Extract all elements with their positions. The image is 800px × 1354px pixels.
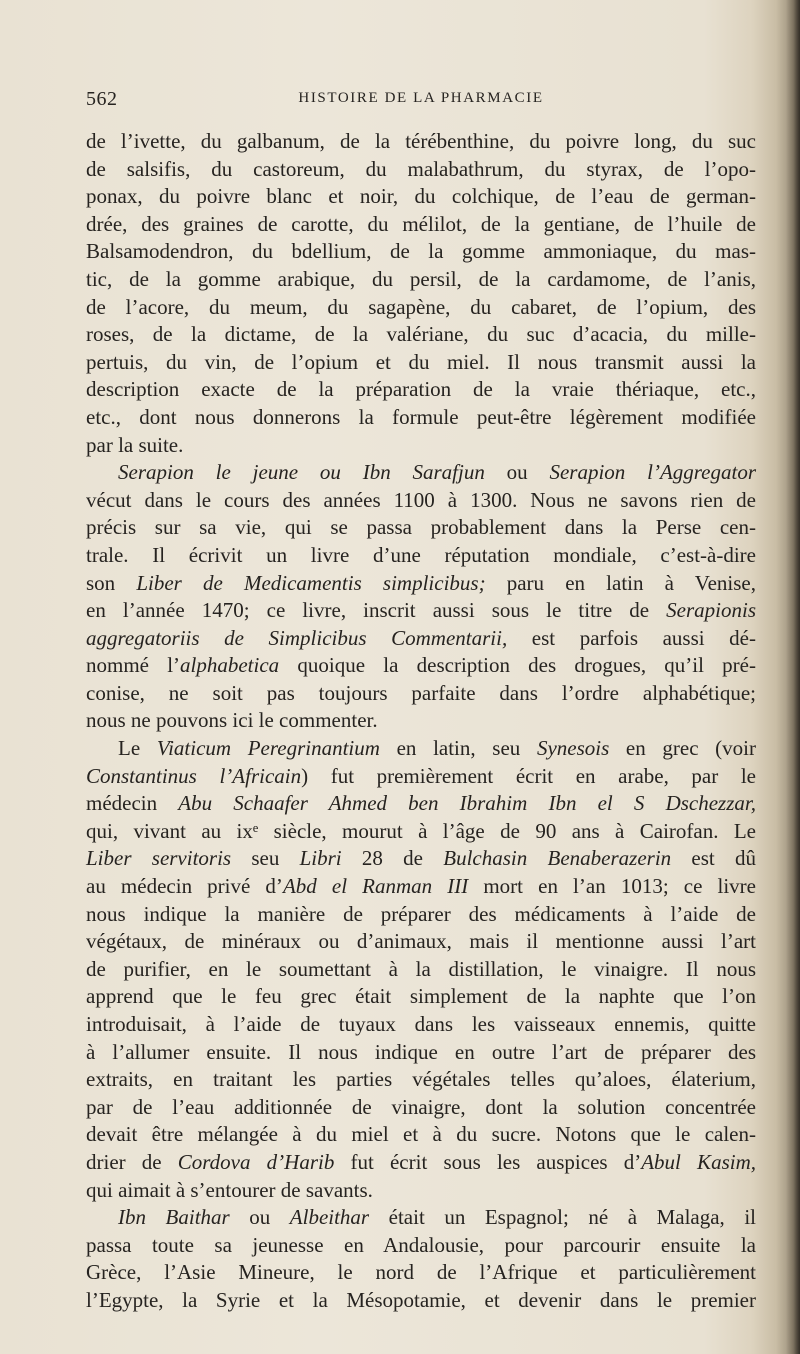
text-line: de l’ivette, du galbanum, de la térébenthine, du poivre long, du suc (86, 129, 756, 153)
italic-text: Abul Kasim, (641, 1149, 756, 1174)
text-line: par la suite. (86, 432, 184, 457)
text-line: au médecin privé d’Abd el Ranman III mort en l’an 1013; ce livre (86, 874, 756, 899)
text-line: Balsamodendron, du bdellium, de la gomme ammoniaque, du mas- (86, 239, 756, 264)
text-line: trale. Il écrivit un livre d’une réputation mondiale, c’est-à-dire (86, 542, 756, 567)
text-line: extraits, en traitant les parties végétales telles qu’aloes, élaterium, (86, 1067, 756, 1092)
italic-text: Synesois (536, 736, 610, 761)
page-number: 562 (86, 88, 118, 110)
text-line: qui aimait à s’entourer de savants. (86, 1177, 373, 1202)
italic-text: Liber de Medicamentis simplicibus; (136, 570, 486, 595)
text-line: devait être mélangée à du miel et à du sucre. Notons que le calen- (86, 1122, 756, 1147)
page-binding-shadow (786, 0, 800, 1354)
text-line: nous ne pouvons ici le commenter. (86, 708, 378, 733)
text-line: Grèce, l’Asie Mineure, le nord de l’Afrique et particulièrement (86, 1260, 756, 1285)
italic-text: Bulchasin Benaberazerin (443, 846, 672, 871)
italic-text: Libri (299, 846, 342, 871)
text-line: végétaux, de minéraux ou d’animaux, mais il mentionne aussi l’art (86, 929, 756, 954)
text-line: nommé l’alphabetica quoique la description des drogues, qu’il pré- (86, 653, 756, 678)
running-head (86, 88, 756, 114)
italic-text: Constantinus l’Africain (86, 763, 302, 788)
italic-text: Viaticum Peregrinantium (156, 736, 380, 761)
italic-text: Serapion l’Aggregator (549, 460, 756, 485)
text-line: Ibn Baithar ou Albeithar était un Espagnol; né à Malaga, il (118, 1205, 757, 1230)
text-line: en l’année 1470; ce livre, inscrit aussi sous le titre de Serapionis (86, 598, 756, 623)
text-line: pertuis, du vin, de l’opium et du miel. Il nous transmit aussi la (86, 349, 756, 374)
text-line: son Liber de Medicamentis simplicibus; paru en latin à Venise, (86, 570, 756, 595)
running-title: HISTOIRE DE LA PHARMACIE (298, 90, 544, 106)
italic-text: Liber servitoris (86, 846, 232, 871)
italic-text: Abu Schaafer Ahmed ben Ibrahim Ibn el S Dschezzar, (178, 791, 756, 816)
text-line: Serapion le jeune ou Ibn Sarafjun ou Serapion l’Aggregator (118, 460, 756, 485)
text-line: Le Viaticum Peregrinantium en latin, seu Synesois en grec (voir (118, 736, 757, 761)
text-line: etc., dont nous donnerons la formule peut-être légèrement modifiée (86, 404, 756, 429)
text-line: drée, des graines de carotte, du mélilot, de la gentiane, de l’huile de (86, 211, 756, 236)
text-line: description exacte de la préparation de la vraie thériaque, etc., (86, 377, 756, 402)
text-line: aggregatoriis de Simplicibus Commentarii, est parfois aussi dé- (86, 625, 756, 650)
text-line: apprend que le feu grec était simplement de la naphte que l’on (86, 984, 756, 1009)
text-line: tic, de la gomme arabique, du persil, de la cardamome, de l’anis, (86, 266, 756, 291)
text-line: passa toute sa jeunesse en Andalousie, pour parcourir ensuite la (86, 1232, 756, 1257)
text-line: ponax, du poivre blanc et noir, du colchique, de l’eau de german- (86, 184, 756, 209)
text-line: de l’acore, du meum, du sagapène, du cabaret, de l’opium, des (86, 294, 756, 319)
italic-text: Serapionis (666, 598, 756, 623)
italic-text: Abd el Ranman III (282, 874, 469, 899)
text-line: Liber servitoris seu Libri 28 de Bulchasin Benaberazerin est dû (86, 846, 757, 871)
text-line: l’Egypte, la Syrie et la Mésopotamie, et devenir dans le premier (86, 1287, 756, 1312)
italic-text: aggregatoriis de Simplicibus Commentarii, (86, 625, 508, 650)
italic-text: Serapion le jeune ou Ibn Sarafjun (118, 460, 485, 485)
text-line: médecin Abu Schaafer Ahmed ben Ibrahim Ibn el S Dschezzar, (86, 791, 756, 816)
text-line: vécut dans le cours des années 1100 à 1300. Nous ne savons rien de (86, 487, 756, 512)
text-line: qui, vivant au ixᵉ siècle, mourut à l’âge de 90 ans à Cairofan. Le (86, 818, 756, 843)
text-line: précis sur sa vie, qui se passa probablement dans la Perse cen- (86, 515, 756, 540)
text-line: par de l’eau additionnée de vinaigre, dont la solution concentrée (86, 1094, 756, 1119)
body-text (86, 128, 756, 1315)
text-line: conise, ne soit pas toujours parfaite dans l’ordre alphabétique; (86, 680, 756, 705)
text-line: Constantinus l’Africain) fut premièrement écrit en arabe, par le (86, 763, 756, 788)
italic-text: Cordova d’Harib (177, 1149, 335, 1174)
text-line: à l’allumer ensuite. Il nous indique en outre l’art de préparer des (86, 1039, 756, 1064)
text-line: roses, de la dictame, de la valériane, du suc d’acacia, du mille- (86, 322, 756, 347)
italic-text: alphabetica (180, 653, 280, 678)
text-line: nous indique la manière de préparer des médicaments à l’aide de (86, 901, 756, 926)
text-line: drier de Cordova d’Harib fut écrit sous les auspices d’Abul Kasim, (86, 1149, 756, 1174)
italic-text: Albeithar (289, 1205, 370, 1230)
text-line: de purifier, en le soumettant à la distillation, le vinaigre. Il nous (86, 956, 756, 981)
text-line: de salsifis, du castoreum, du malabathrum, du styrax, de l’opo- (86, 156, 756, 181)
italic-text: Ibn Baithar (118, 1205, 230, 1230)
text-line: introduisait, à l’aide de tuyaux dans les vaisseaux ennemis, quitte (86, 1012, 756, 1036)
